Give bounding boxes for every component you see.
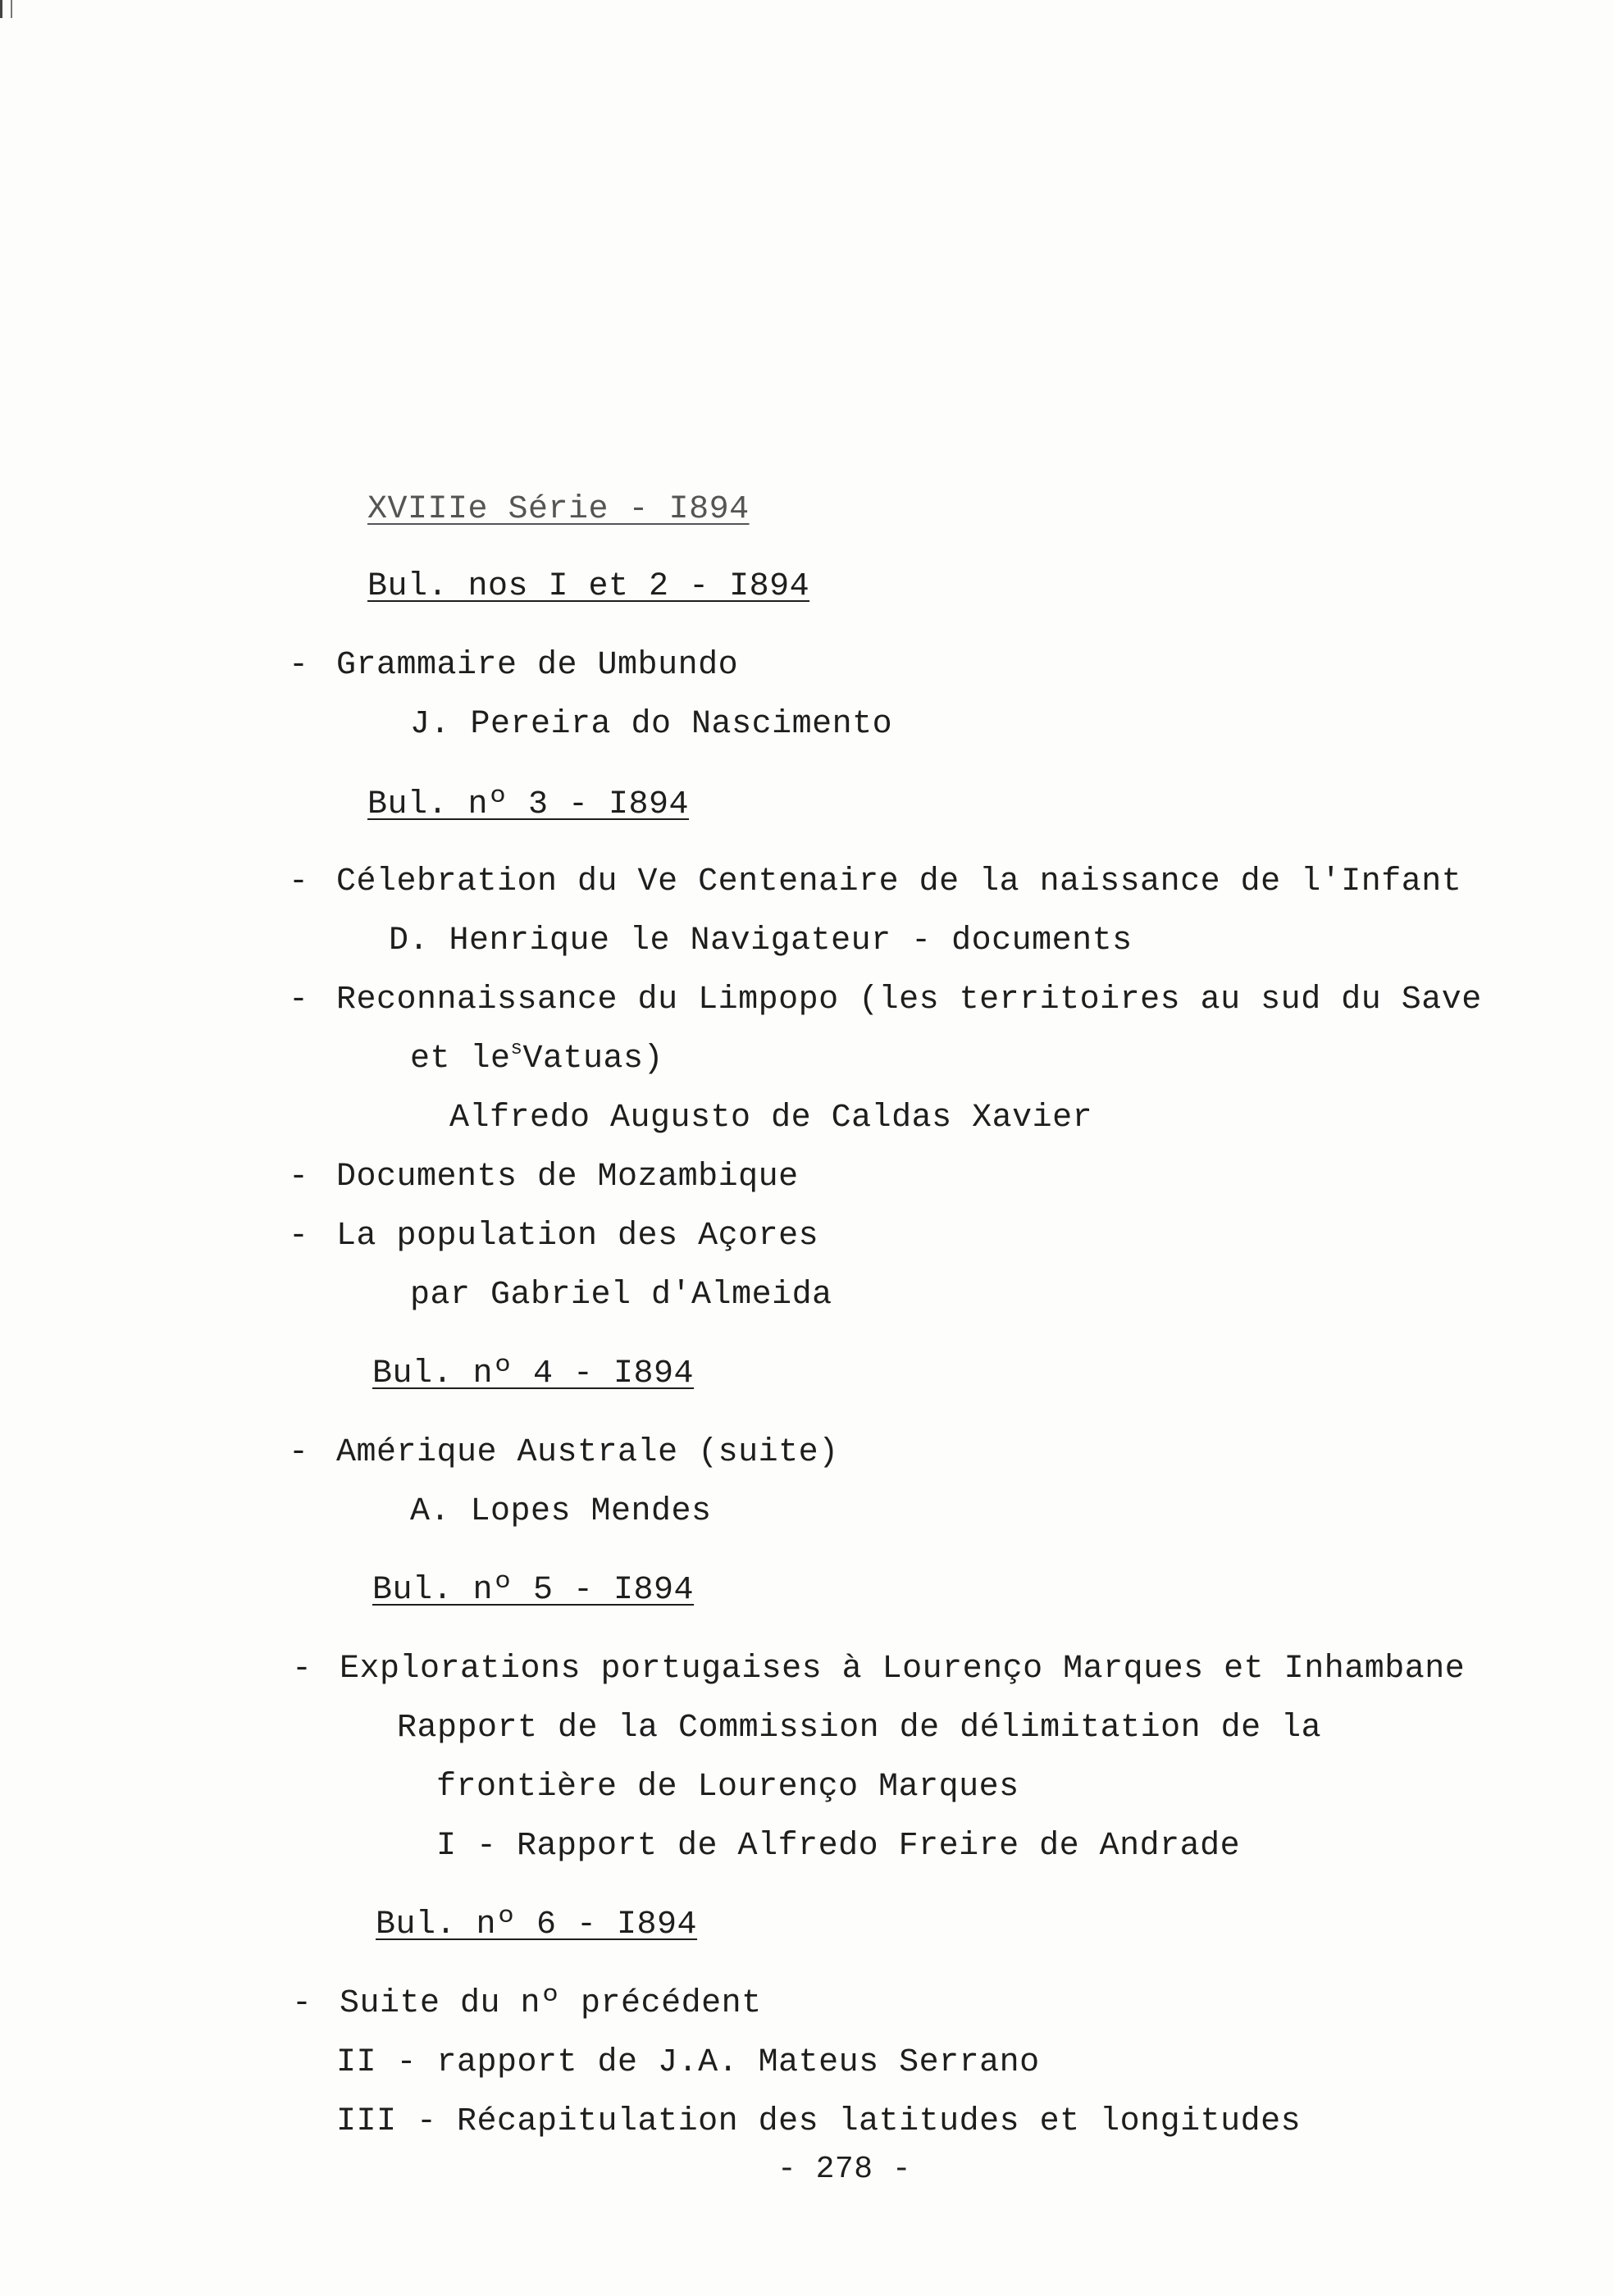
bulletin-heading-5: Bul. nº 5 - I894 xyxy=(372,1572,695,1609)
bulletin-heading-1-2: Bul. nos I et 2 - I894 xyxy=(367,568,810,605)
bullet-dash: - xyxy=(289,863,309,900)
entry-subitem: II - rapport de J.A. Mateus Serrano xyxy=(336,2044,1040,2081)
superscript: s xyxy=(510,1038,523,1060)
list-item xyxy=(289,646,738,686)
bulletin-heading-4: Bul. nº 4 - I894 xyxy=(372,1355,695,1392)
list-item xyxy=(289,1433,839,1473)
list-item xyxy=(289,863,1461,902)
entry-subtitle-continued: frontière de Lourenço Marques xyxy=(436,1769,1019,1806)
list-item xyxy=(289,1158,799,1197)
entry-title: Reconnaissance du Limpopo (les territoires au sud du Save xyxy=(336,982,1482,1018)
entry-title: Documents de Mozambique xyxy=(336,1159,799,1196)
entry-author: I - Rapport de Alfredo Freire de Andrade xyxy=(436,1828,1241,1865)
list-item xyxy=(292,1984,762,2024)
bullet-dash: - xyxy=(289,1434,309,1471)
entry-title: Célebration du Ve Centenaire de la naissance de l'Infant xyxy=(336,863,1462,900)
bulletin-heading-6: Bul. nº 6 - I894 xyxy=(376,1906,698,1943)
bullet-dash: - xyxy=(292,1985,312,2022)
bulletin-heading-3: Bul. nº 3 - I894 xyxy=(367,786,690,823)
entry-title-continued xyxy=(410,1040,663,1079)
entry-author: Alfredo Augusto de Caldas Xavier xyxy=(449,1100,1093,1137)
entry-title: Amérique Australe (suite) xyxy=(336,1434,839,1471)
entry-title: Grammaire de Umbundo xyxy=(336,647,739,684)
entry-subtitle: Rapport de la Commission de délimitation de la xyxy=(397,1710,1322,1747)
entry-title: Explorations portugaises à Lourenço Marques et Inhambane xyxy=(340,1651,1466,1688)
text-fragment: Vatuas) xyxy=(522,1041,663,1077)
bullet-dash: - xyxy=(289,647,309,684)
page-number: - 278 - xyxy=(777,2152,912,2187)
entry-author: par Gabriel d'Almeida xyxy=(410,1277,832,1314)
bullet-dash: - xyxy=(289,1218,309,1255)
entry-title-continued: D. Henrique le Navigateur - documents xyxy=(389,922,1133,959)
bullet-dash: - xyxy=(289,982,309,1018)
entry-author: A. Lopes Mendes xyxy=(410,1493,712,1530)
bullet-dash: - xyxy=(292,1651,312,1688)
list-item xyxy=(289,981,1482,1020)
entry-title: Suite du nº précédent xyxy=(340,1985,762,2022)
list-item xyxy=(289,1217,818,1256)
series-heading: XVIIIe Série - I894 xyxy=(367,491,750,528)
scan-artifact xyxy=(0,0,12,18)
text-fragment: et le xyxy=(410,1041,511,1077)
entry-title: La population des Açores xyxy=(336,1218,819,1255)
bullet-dash: - xyxy=(289,1159,309,1196)
list-item xyxy=(292,1650,1465,1689)
entry-author: J. Pereira do Nascimento xyxy=(410,706,893,743)
entry-subitem: III - Récapitulation des latitudes et longitudes xyxy=(336,2103,1302,2140)
